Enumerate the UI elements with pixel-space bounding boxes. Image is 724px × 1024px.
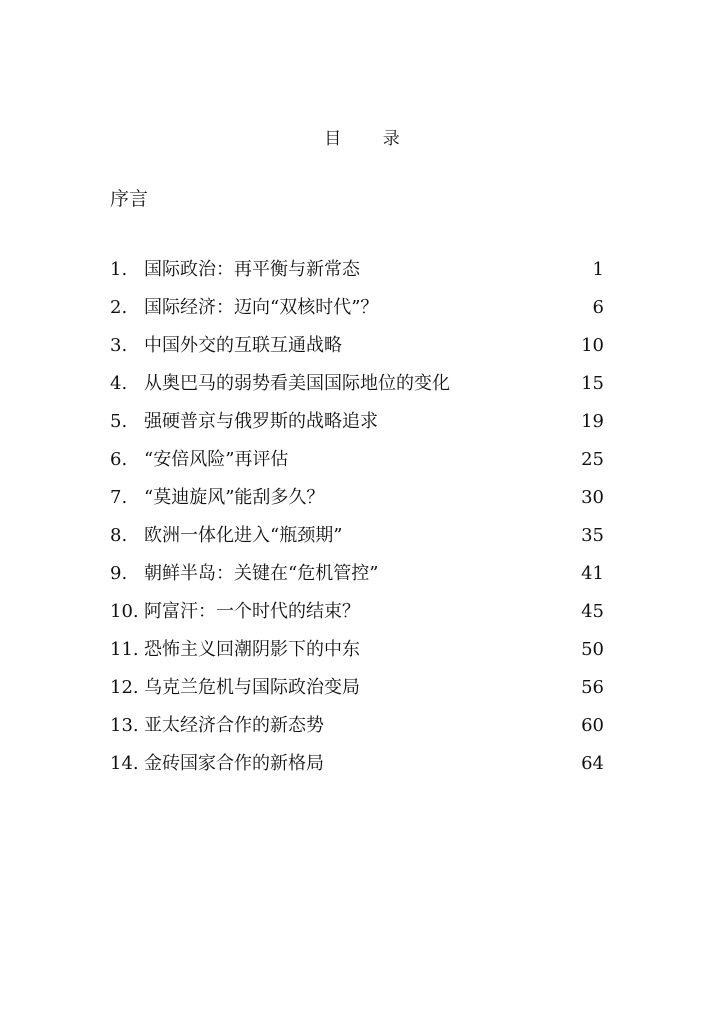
toc-entry-page: 15 [581, 373, 604, 394]
toc-entry-page: 56 [581, 677, 604, 698]
toc-entry-title: 国际经济：迈向“双核时代”？ [144, 297, 379, 318]
toc-entry-title: 乌克兰危机与国际政治变局 [144, 677, 360, 698]
toc-preface: 序言 [110, 188, 149, 210]
toc-entry-number: 6. [110, 449, 128, 470]
toc-entry-page: 60 [581, 715, 604, 736]
toc-entry [110, 449, 604, 487]
toc-entry-title: 中国外交的互联互通战略 [144, 335, 342, 356]
toc-entry [110, 411, 604, 449]
toc-entry-page: 64 [581, 753, 604, 774]
toc-entry [110, 259, 604, 297]
toc-entry [110, 639, 604, 677]
toc-entry-title: 亚太经济合作的新态势 [144, 715, 324, 736]
page-title: 目 录 [324, 129, 418, 149]
toc-entry-title: “莫迪旋风”能刮多久？ [144, 487, 325, 508]
toc-entry-title: 朝鲜半岛：关键在“危机管控” [144, 563, 379, 584]
toc-entry-number: 11. [110, 639, 139, 660]
toc-entry-number: 8. [110, 525, 128, 546]
toc-entry-number: 14. [110, 753, 139, 774]
toc-entry-page: 25 [581, 449, 604, 470]
toc-entry [110, 373, 604, 411]
toc-entry [110, 715, 604, 753]
toc-entry-number: 4. [110, 373, 128, 394]
toc-entry-number: 2. [110, 297, 128, 318]
toc-entry [110, 563, 604, 601]
toc-entry-number: 10. [110, 601, 139, 622]
toc-entry [110, 297, 604, 335]
toc-entry [110, 601, 604, 639]
toc-entry-number: 5. [110, 411, 128, 432]
toc-entry-page: 10 [581, 335, 604, 356]
toc-entry-number: 1. [110, 259, 128, 280]
toc-entry-title: 阿富汗：一个时代的结束？ [144, 601, 360, 622]
toc-entry-title: 欧洲一体化进入“瓶颈期” [144, 525, 343, 546]
toc-entry [110, 677, 604, 715]
toc-entry-page: 50 [581, 639, 604, 660]
toc-entry [110, 335, 604, 373]
toc-entry-number: 13. [110, 715, 139, 736]
toc-entry [110, 753, 604, 791]
toc-entry-page: 30 [581, 487, 604, 508]
toc-entry-title: 恐怖主义回潮阴影下的中东 [144, 639, 360, 660]
toc-entry-page: 35 [581, 525, 604, 546]
toc-entry [110, 487, 604, 525]
toc-entry [110, 525, 604, 563]
toc-entry-number: 7. [110, 487, 128, 508]
toc-entry-number: 3. [110, 335, 128, 356]
toc-entry-page: 6 [592, 297, 604, 318]
toc-entry-page: 45 [581, 601, 604, 622]
toc-entry-page: 41 [581, 563, 604, 584]
toc-entry-title: 从奥巴马的弱势看美国国际地位的变化 [144, 373, 450, 394]
toc-entry-title: “安倍风险”再评估 [144, 449, 289, 470]
toc-entry-title: 金砖国家合作的新格局 [144, 753, 324, 774]
toc-entry-number: 9. [110, 563, 128, 584]
toc-entry-page: 19 [581, 411, 604, 432]
toc-list [110, 259, 604, 791]
toc-entry-number: 12. [110, 677, 139, 698]
toc-entry-title: 国际政治：再平衡与新常态 [144, 259, 360, 280]
toc-entry-title: 强硬普京与俄罗斯的战略追求 [144, 411, 378, 432]
toc-entry-page: 1 [592, 259, 604, 280]
